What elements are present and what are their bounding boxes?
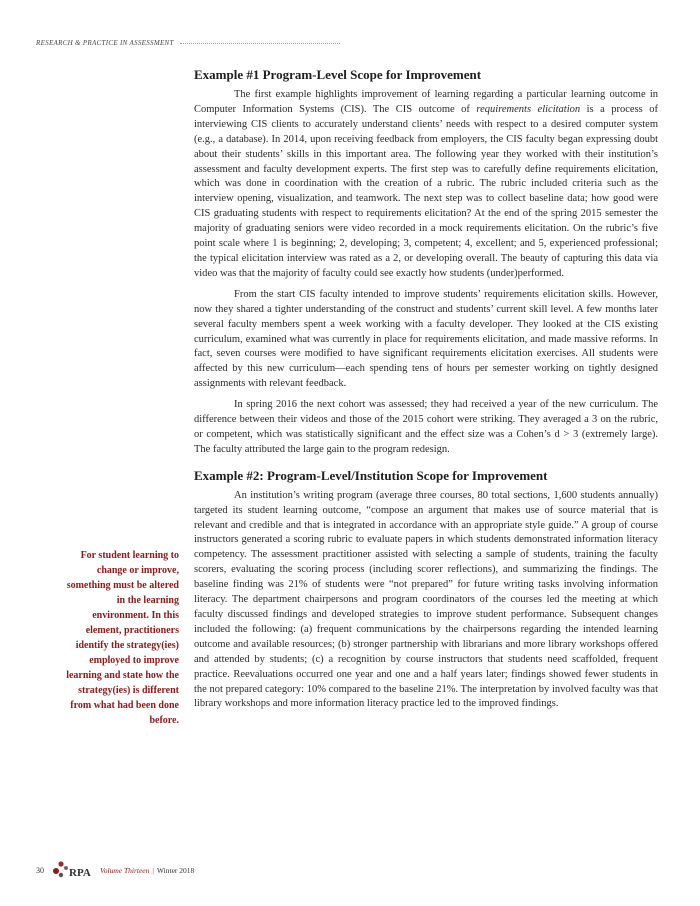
section-heading-2: Example #2: Program-Level/Institution Scope for Improvement: [194, 467, 548, 483]
section-heading-1: Example #1 Program-Level Scope for Improvement: [194, 67, 482, 82]
footer-separator: |: [152, 865, 154, 875]
pull-quote: For student learning to change or improve, something must be altered in the learning environment. In this element, practitioners identify the strategy(ies) employed to improve learning and state how the strategy(ies) is different from what had been done before.: [66, 550, 179, 726]
paragraph-1-part-a: The first example highlights improvement of learning regarding a particular learning outcome in Computer Information Systems (CIS). The CIS outcome of: [194, 89, 658, 115]
running-head-text: RESEARCH & PRACTICE IN ASSESSMENT: [36, 39, 174, 47]
page-number: 30: [36, 865, 44, 875]
page-footer: [36, 858, 194, 882]
paragraph-1-emphasis: requirements elicitation: [476, 103, 581, 115]
paragraph-2: From the start CIS faculty intended to improve students’ requirements elicitation skills. However, now they shared a tighter understanding of the construct and students’ current skill level. A few months later several faculty members spent a week working with a faculty developer. They looked at the CIS existing curriculum, examined what was currently in place for requirements elicitation, and made massive reforms. In fact, seven courses were modified to have significant requirements elicitation exercises. All students were affected by this new curriculum—each spending tens of hours per semester working on tightly designed assignments with relevant feedback.: [194, 288, 658, 390]
paragraph-4: An institution’s writing program (average three courses, 80 total sections, 1,600 students annually) targeted its student learning outcome, “compose an argument that makes use of source material that is relevant and credible and that is integrated in accordance with an appropriate style guide.” A group of course instructors generated a scoring rubric to evaluate papers in which students demonstrated information literacy competency. The assessment practitioner assisted with selecting a sample of students, training the faculty scorers, evaluating the scoring process (including scorer reflections), and summarizing the findings. The baseline finding was 21% of students were “not prepared” for future writing tasks involving information literacy. The department chairpersons and program coordinators of the courses led the meeting at which faculty discussed findings and developed strategies to improve student performance. Subsequent changes included the following: (a) frequent communications by the chairpersons regarding the intended learning outcome and available resources; (b) stronger partnership with librarians and more library workshops offered and attended by students; (c) a recognition by course instructors that students need scaffolded, frequent practice. Reevaluations occurred one year and one and a half years later; findings showed fewer students in the not prepared category: 10% compared to the baseline 21%. The interpretation by involved faculty was that library workshops and more information literacy practice led to the improved findings.: [194, 489, 658, 710]
volume-label: Volume Thirteen: [100, 865, 150, 875]
rpa-logo-icon: [52, 859, 94, 881]
logo-text: RPA: [69, 867, 91, 879]
running-head-rule: [180, 43, 340, 44]
rpa-logo: [52, 859, 94, 881]
paragraph-1-part-b: is a process of interviewing CIS clients to accurately understand clients’ needs with respect to a desired computer system (e.g., a database). In 2014, upon receiving feedback from employers, the CIS faculty began expressing doubt about their students’ skills in this important area. The following year they worked with their institution’s assessment and faculty development experts. The first step was to carefully define requirements elicitation, which was done in coordination with the creation of a rubric. The rubric included criteria such as the interview opening, visualization, and teamwork. The next step was to collect baseline data; how good were CIS graduating students with respect to requirements elicitation? At the end of the spring 2015 semester the majority of graduating seniors were video recorded in a mock requirements elicitation. On the rubric’s five point scale where 1 is beginning; 2, developing; 3, competent; 4, excellent; and 5, experienced professional; the typical elicitation interview was rated as a 2, or developing overall. The beauty of capturing this data via video was that the majority of faculty could see exactly how students (under)performed.: [194, 103, 658, 279]
article-body: [194, 66, 658, 718]
issue-label: Winter 2018: [156, 865, 195, 875]
paragraph-1: [194, 88, 658, 282]
paragraph-3: In spring 2016 the next cohort was assessed; they had received a year of the new curriculum. The difference between their videos and those of the 2015 cohort were striking. They averaged a 3 on the rubric, or competent, which was statistically significant and the effect size was a Cohen’s d > 3 (extremely large). The faculty attributed the large gain to the program redesign.: [194, 399, 658, 455]
running-head: [36, 39, 356, 47]
